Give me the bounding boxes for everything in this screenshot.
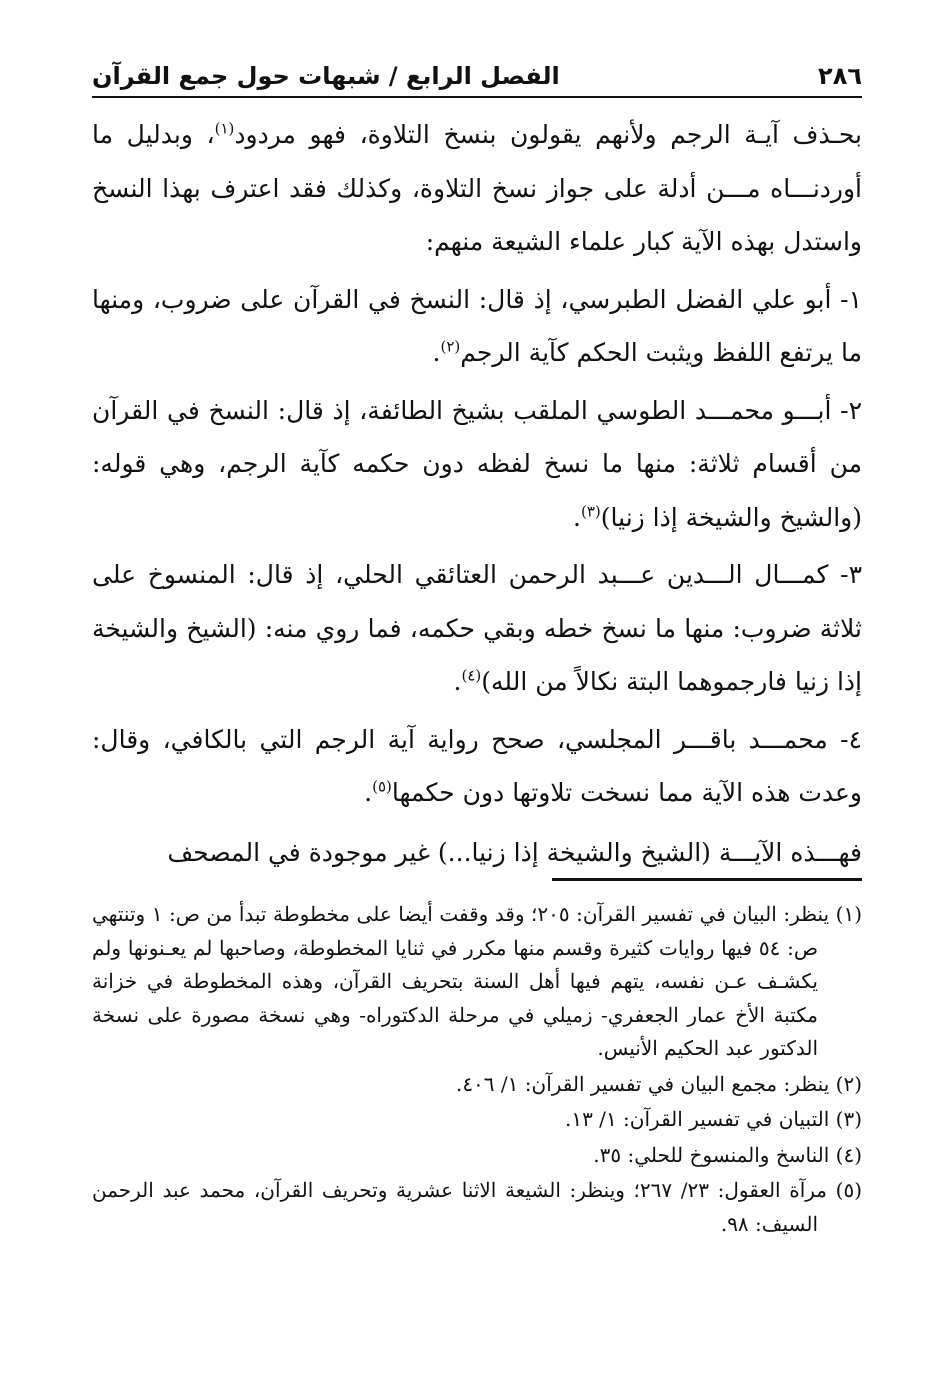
footnote-5: (٥) مرآة العقول: ٢٣/ ٢٦٧؛ وينظر: الشيعة الاثنا عشرية وتحريف القرآن، محمد عبد الرحمن السيف: ٩٨. bbox=[92, 1178, 862, 1236]
paragraph-4-text: ٣- كمـــال الـــدين عـــبد الرحمن العتائقي الحلي، إذ قال: المنسوخ على ثلاثة ضروب: منها ما نسخ خطه وبقي حكمه، فما روي منه: (الشيخ والشيخة إذا زنيا فارجموهما البتة نكالاً من الله) bbox=[92, 560, 862, 696]
paragraph-4-tail: . bbox=[453, 667, 462, 696]
paragraph-1-text: بحـذف آيـة الرجم ولأنهم يقولون بنسخ التلاوة، فهو مردود bbox=[234, 120, 863, 149]
paragraph-2-text: ١- أبو علي الفضل الطبرسي، إذ قال: النسخ في القرآن على ضروب، ومنها ما يرتفع اللفظ ويثبت الحكم كآية الرجم bbox=[92, 284, 862, 367]
paragraph-1-tail: ، وبدليل ما أوردنـــاه مـــن أدلة على جواز نسخ التلاوة، وكذلك فقد اعترف بهذا النسخ واستدل بهذه الآية كبار علماء الشيعة منهم: bbox=[92, 120, 862, 256]
paragraph-5-text: ٤- محمـــد باقـــر المجلسي، صحح رواية آية الرجم التي بالكافي، وقال: وعدت هذه الآية مما نسخت تلاوتها دون حكمها bbox=[92, 724, 862, 807]
paragraph-6: فهـــذه الآيـــة (الشيخ والشيخة إذا زنيا...) غير موجودة في المصحف bbox=[167, 837, 862, 867]
footnote-ref-4: (٤) bbox=[461, 666, 482, 685]
footnote-ref-5: (٥) bbox=[372, 777, 392, 796]
paragraph-2-tail: . bbox=[432, 338, 441, 367]
paragraph-2 bbox=[92, 273, 862, 380]
footnote-1: (١) ينظر: البيان في تفسير القرآن: ٢٠٥؛ وقد وقفت أيضا على مخطوطة تبدأ من ص: ١ وتنتهي ص: ٥٤ فيها روايات كثيرة وقسم منها مكرر في ثنايا المخطوطة، وصاحبها لم يعـنونها ولم يكشـف عـن نفسه، يتهم فيها أهل السنة بتحريف القرآن، وهذه المخطوطة في خزانة مكتبة الأخ عمار الجعفري- زميلي في مرحلة الدكتوراه- وهي نسخة مصورة على نسخة الدكتور عبد الحكيم الأنيس. bbox=[92, 902, 862, 1060]
footnote-4: (٤) الناسخ والمنسوخ للحلي: ٣٥. bbox=[593, 1142, 862, 1167]
running-title: الفصل الرابع / شبهات حول جمع القرآن bbox=[92, 62, 560, 90]
footnote-ref-1: (١) bbox=[214, 119, 235, 138]
paragraph-4 bbox=[92, 548, 862, 709]
footnote-3: (٣) التبيان في تفسير القرآن: ١/ ١٣. bbox=[564, 1107, 862, 1131]
footnote-ref-2: (٢) bbox=[440, 337, 461, 356]
paragraph-3-text: ٢- أبـــو محمـــد الطوسي الملقب بشيخ الطائفة، إذ قال: النسخ في القرآن من أقسام ثلاثة: منها ما نسخ لفظه دون حكمه كآية الرجم، وهي قوله: (والشيخ والشيخة إذا زنيا) bbox=[92, 395, 862, 532]
paragraph-1 bbox=[92, 108, 862, 269]
paragraph-3-tail: . bbox=[573, 502, 581, 532]
main-text bbox=[92, 108, 862, 883]
paragraph-5-tail: . bbox=[364, 778, 373, 807]
page-number: ٢٨٦ bbox=[818, 62, 862, 90]
footnote-separator bbox=[552, 878, 862, 881]
paragraph-5 bbox=[92, 713, 862, 820]
page-header bbox=[92, 56, 862, 98]
footnote-ref-3: (٣) bbox=[581, 502, 601, 521]
footnote-2: (٢) ينظر: مجمع البيان في تفسير القرآن: ١/ ٤٠٦. bbox=[455, 1071, 862, 1096]
footnotes bbox=[92, 898, 862, 1241]
paragraph-3 bbox=[92, 384, 862, 545]
